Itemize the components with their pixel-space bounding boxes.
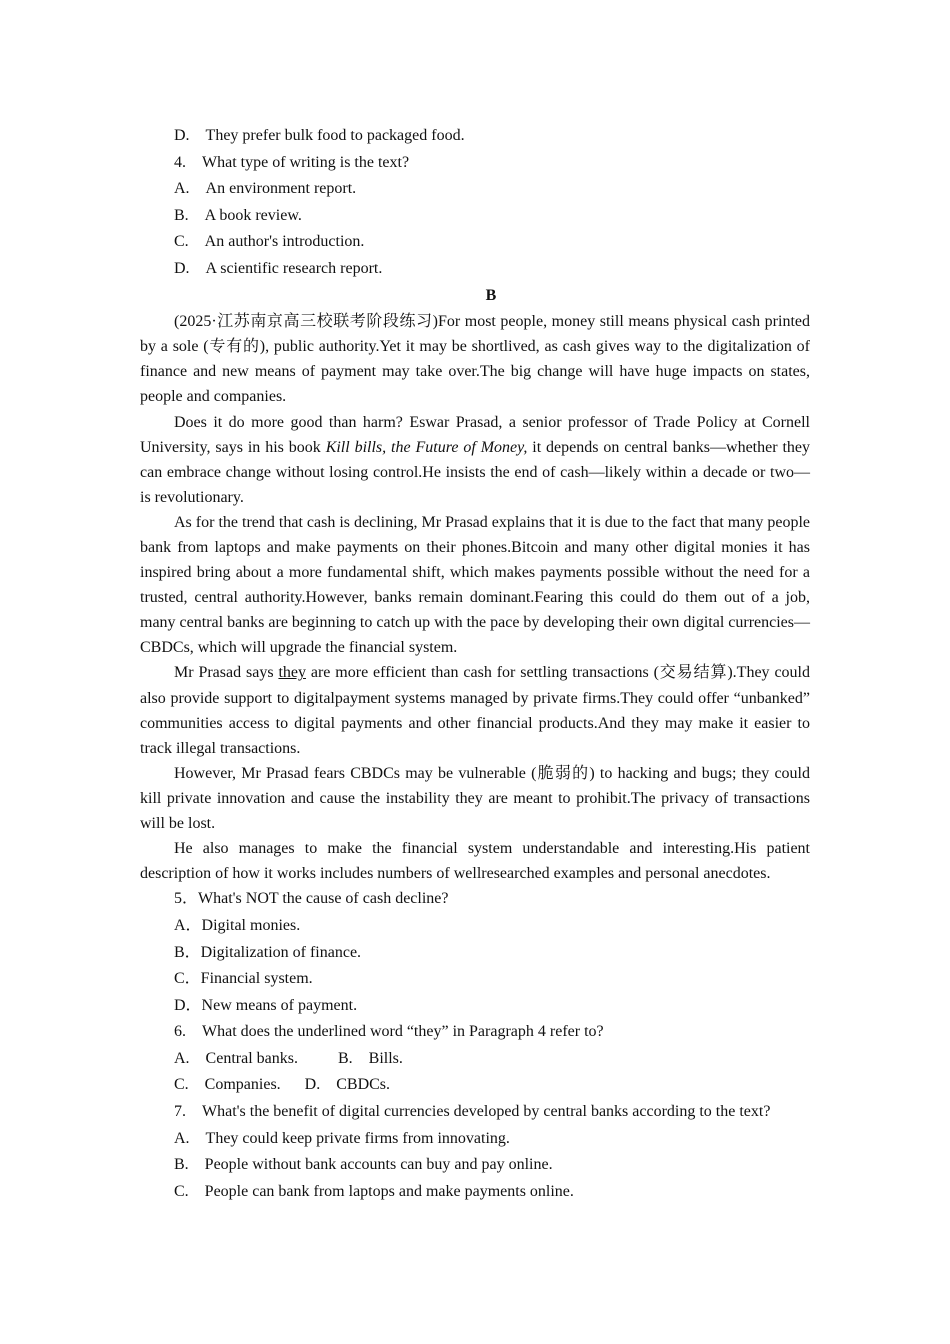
passage-paragraph-2: Does it do more good than harm? Eswar Prasad, a senior professor of Trade Policy at Cornell University, says in his book Kill bills, the Future of Money, it depends on central banks—whether they can embrace change without losing control.He insists the end of cash—likely within a decade or two—is revolutionary. (140, 413, 811, 506)
book-title: Kill bills, the Future of Money, (325, 438, 528, 456)
underlined-word: they (278, 664, 306, 682)
q6-option-d: D. CBDCs. (304, 1076, 391, 1094)
q5-stem: 5．What's NOT the cause of cash decline? (174, 890, 449, 908)
q4-option-d: D. A scientific research report. (174, 259, 383, 277)
q7-option-c: C. People can bank from laptops and make payments online. (174, 1182, 574, 1200)
q6-option-a: A. Central banks. (174, 1049, 298, 1067)
passage-paragraph-1: (2025·江苏南京高三校联考阶段练习)For most people, money still means physical cash printed by a sole (专有的), public authority.Yet it may be shortlived, as cash gives way to the digitalization of finance and new means of payment may take over.The big change will have huge impacts on states, people and companies. (140, 313, 810, 406)
q5-option-b: B．Digitalization of finance. (174, 943, 362, 961)
q7-option-a: A. They could keep private firms from innovating. (174, 1129, 510, 1147)
q7-stem: 7. What's the benefit of digital currencies developed by central banks according to the text? (174, 1103, 771, 1121)
q4-option-a: A. An environment report. (174, 180, 357, 198)
passage-source: (2025·江苏南京高三校联考阶段练习) (174, 313, 438, 331)
q5-option-a: A．Digital monies. (174, 916, 301, 934)
passage-paragraph-3: As for the trend that cash is declining, Mr Prasad explains that it is due to the fact that many people bank from laptops and make payments on their phones.Bitcoin and many other digital monies it has inspired bring about a more fundamental shift, which makes payments possible without the need for a trusted, central authority.However, banks remain dominant.Fearing this could do them out of a job, many central banks are beginning to catch up with the pace by developing their own digital currencies—CBDCs, which will upgrade the financial system. (140, 513, 810, 657)
q7-option-b: B. People without bank accounts can buy and pay online. (174, 1156, 553, 1174)
q3-option-d: D. They prefer bulk food to packaged food. (174, 127, 465, 144)
q4-option-b: B. A book review. (174, 206, 302, 224)
q4-stem: 4. What type of writing is the text? (174, 153, 410, 171)
q5-option-c: C．Financial system. (174, 970, 313, 988)
q5-option-d: D．New means of payment. (174, 996, 358, 1014)
q6-stem: 6. What does the underlined word “they” in Paragraph 4 refer to? (174, 1023, 604, 1041)
q4-option-c: C. An author's introduction. (174, 233, 365, 251)
page-content (140, 123, 810, 1205)
passage-paragraph-4: Mr Prasad says they are more efficient than cash for settling transactions (交易结算).They could also provide support to digitalpayment systems managed by private firms.They could offer “unbanked” communities access to digital payments and other financial products.And they may make it easier to track illegal transactions. (140, 664, 810, 757)
passage-paragraph-5: However, Mr Prasad fears CBDCs may be vulnerable (脆弱的) to hacking and bugs; they could kill private innovation and cause the instability they are meant to prohibit.The privacy of transactions will be lost. (140, 764, 810, 833)
q6-options-ab (140, 1046, 810, 1073)
q6-options-cd (140, 1072, 810, 1099)
q6-option-c: C. Companies. (174, 1076, 281, 1094)
passage-paragraph-6: He also manages to make the financial system understandable and interesting.His patient description of how it works includes numbers of wellresearched examples and personal anecdotes. (140, 840, 810, 883)
section-title: B (485, 286, 497, 304)
q6-option-b: B. Bills. (337, 1049, 403, 1067)
